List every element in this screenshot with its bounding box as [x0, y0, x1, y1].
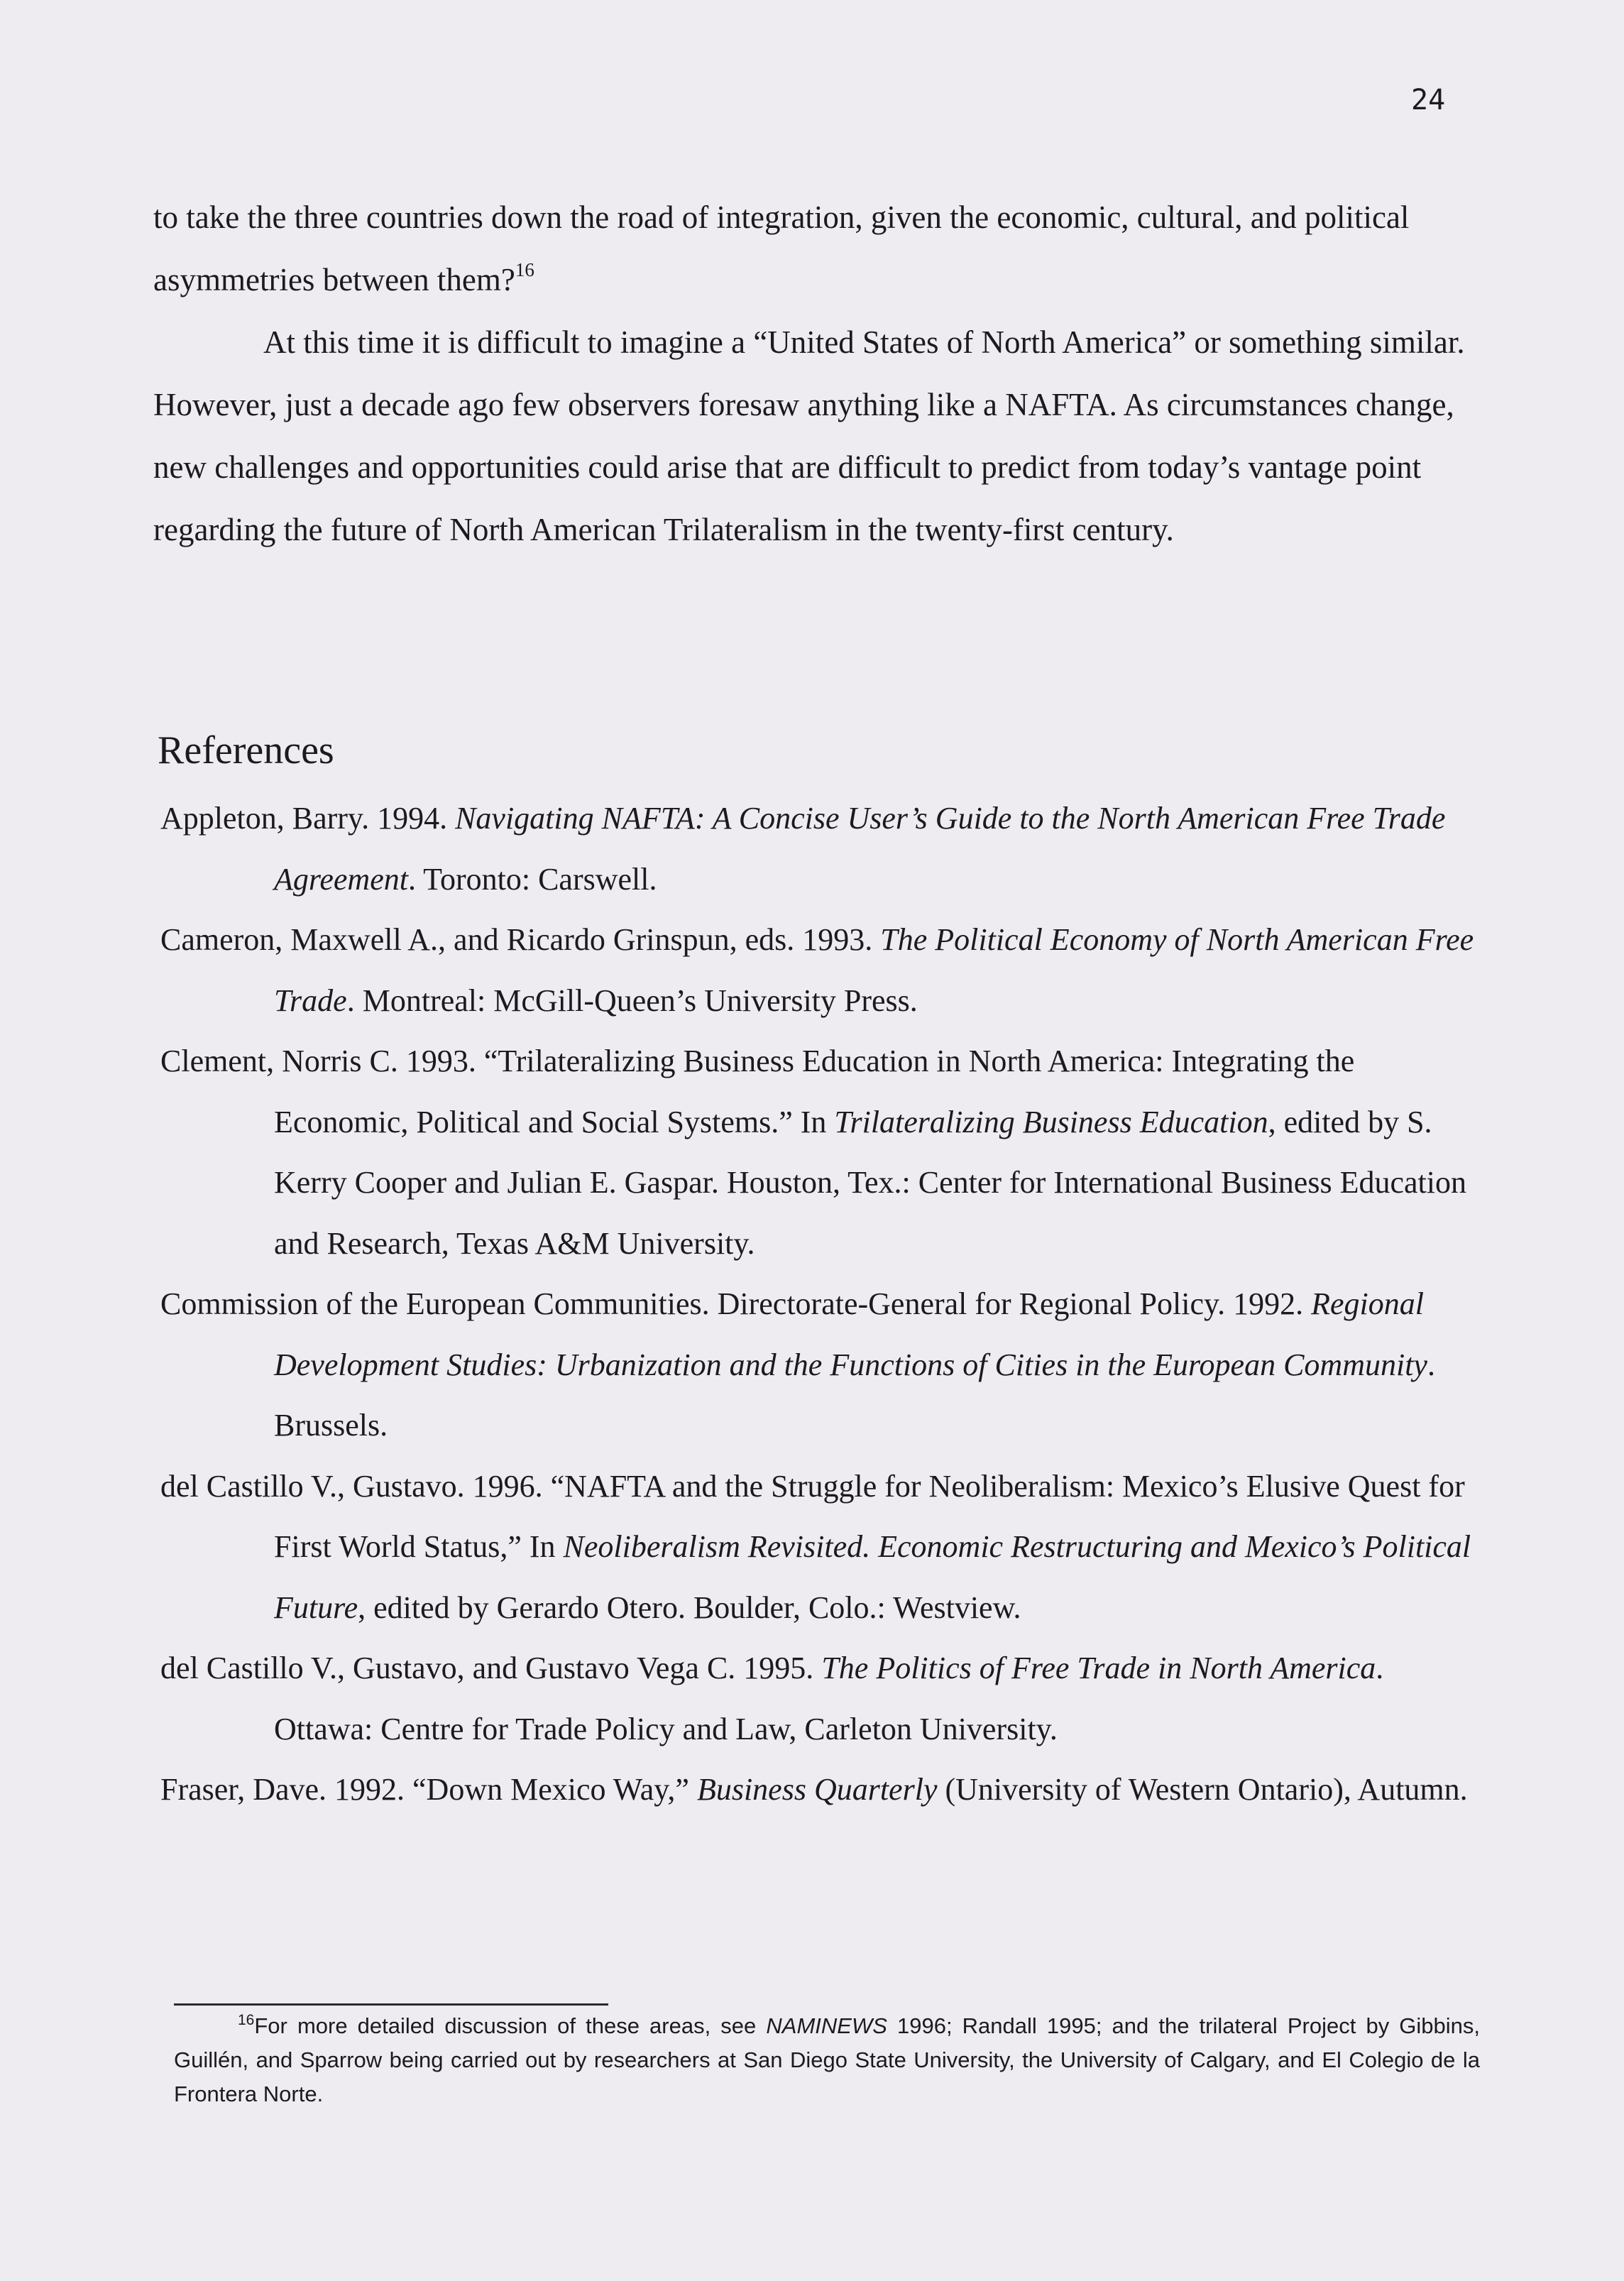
- reference-text: del Castillo V., Gustavo. 1996. “NAFTA and the Struggle for Neoliberalism: Mexico’s Elusive Quest for First World Status,” In: [160, 1468, 1465, 1564]
- reference-text: Cameron, Maxwell A., and Ricardo Grinspun, eds. 1993.: [160, 922, 881, 957]
- footnote: [174, 2009, 1480, 2111]
- reference-text: . Montreal: McGill-Queen’s University Press.: [346, 983, 918, 1018]
- reference-item: [160, 788, 1488, 909]
- reference-item: [160, 1638, 1488, 1759]
- references-heading: References: [158, 728, 334, 772]
- reference-text: del Castillo V., Gustavo, and Gustavo Vega C. 1995.: [160, 1651, 822, 1685]
- reference-item: [160, 1456, 1488, 1639]
- body-paragraph-1: [153, 186, 1488, 311]
- reference-text: Commission of the European Communities. Directorate-General for Regional Policy. 1992.: [160, 1286, 1312, 1321]
- footnote-reference: 16: [515, 259, 534, 280]
- reference-text: . Toronto: Carswell.: [407, 861, 657, 897]
- footnote-text: For more detailed discussion of these areas, see: [254, 2013, 767, 2038]
- reference-title: The Politics of Free Trade in North America: [821, 1651, 1376, 1685]
- reference-text: (University of Western Ontario), Autumn.: [937, 1772, 1468, 1807]
- reference-list: [160, 788, 1488, 1820]
- reference-text: . Brussels.: [274, 1347, 1435, 1443]
- reference-item: [160, 909, 1488, 1031]
- body-paragraph-2: At this time it is difficult to imagine a “United States of North America” or something similar. However, just a decade ago few observers foresaw anything like a NAFTA. As circumstances change, new challenges and opportunities could arise that are difficult to predict from today’s vantage point regarding the future of North American Trilateralism in the twenty-first century.: [153, 324, 1465, 547]
- reference-text: . Ottawa: Centre for Trade Policy and Law, Carleton University.: [274, 1651, 1384, 1746]
- reference-title: Business Quarterly: [696, 1772, 938, 1807]
- reference-text: , edited by S. Kerry Cooper and Julian E. Gaspar. Houston, Tex.: Center for International Business Education and Research, Texas A&M University.: [274, 1104, 1466, 1261]
- reference-item: [160, 1759, 1488, 1820]
- reference-text: Appleton, Barry. 1994.: [160, 801, 456, 836]
- footnote-marker: 16: [238, 2012, 255, 2028]
- footnote-divider: [174, 2003, 608, 2006]
- reference-text: Fraser, Dave. 1992. “Down Mexico Way,”: [160, 1772, 697, 1807]
- footnote-text: 1996; Randall 1995; and the trilateral Project by Gibbins, Guillén, and Sparrow being carried out by researchers at San Diego State University, the University of Calgary, and El Colegio de la Frontera Norte.: [174, 2013, 1481, 2106]
- body-text: [153, 186, 1488, 561]
- body-paragraph-1-text: to take the three countries down the road of integration, given the economic, cultural, and political asymmetries between them?: [153, 199, 1410, 297]
- reference-text: , edited by Gerardo Otero. Boulder, Colo.: Westview.: [358, 1590, 1021, 1625]
- reference-title: Trilateralizing Business Education: [834, 1104, 1268, 1139]
- reference-title: Navigating NAFTA: A Concise User’s Guide to the North American Free Trade Agreement: [274, 801, 1446, 897]
- reference-text: Clement, Norris C. 1993. “Trilateralizing Business Education in North America: Integrating the Economic, Political and Social Systems.” In: [160, 1044, 1355, 1139]
- reference-title: Regional Development Studies: Urbanization and the Functions of Cities in the European Community: [274, 1286, 1427, 1382]
- footnote-italic-text: NAMINEWS: [766, 2013, 887, 2038]
- page-number: 24: [1411, 84, 1446, 116]
- reference-item: [160, 1031, 1488, 1274]
- reference-title: The Political Economy of North American Free Trade: [274, 922, 1474, 1018]
- reference-title: Neoliberalism Revisited. Economic Restructuring and Mexico’s Political Future: [274, 1529, 1471, 1625]
- reference-item: [160, 1274, 1488, 1456]
